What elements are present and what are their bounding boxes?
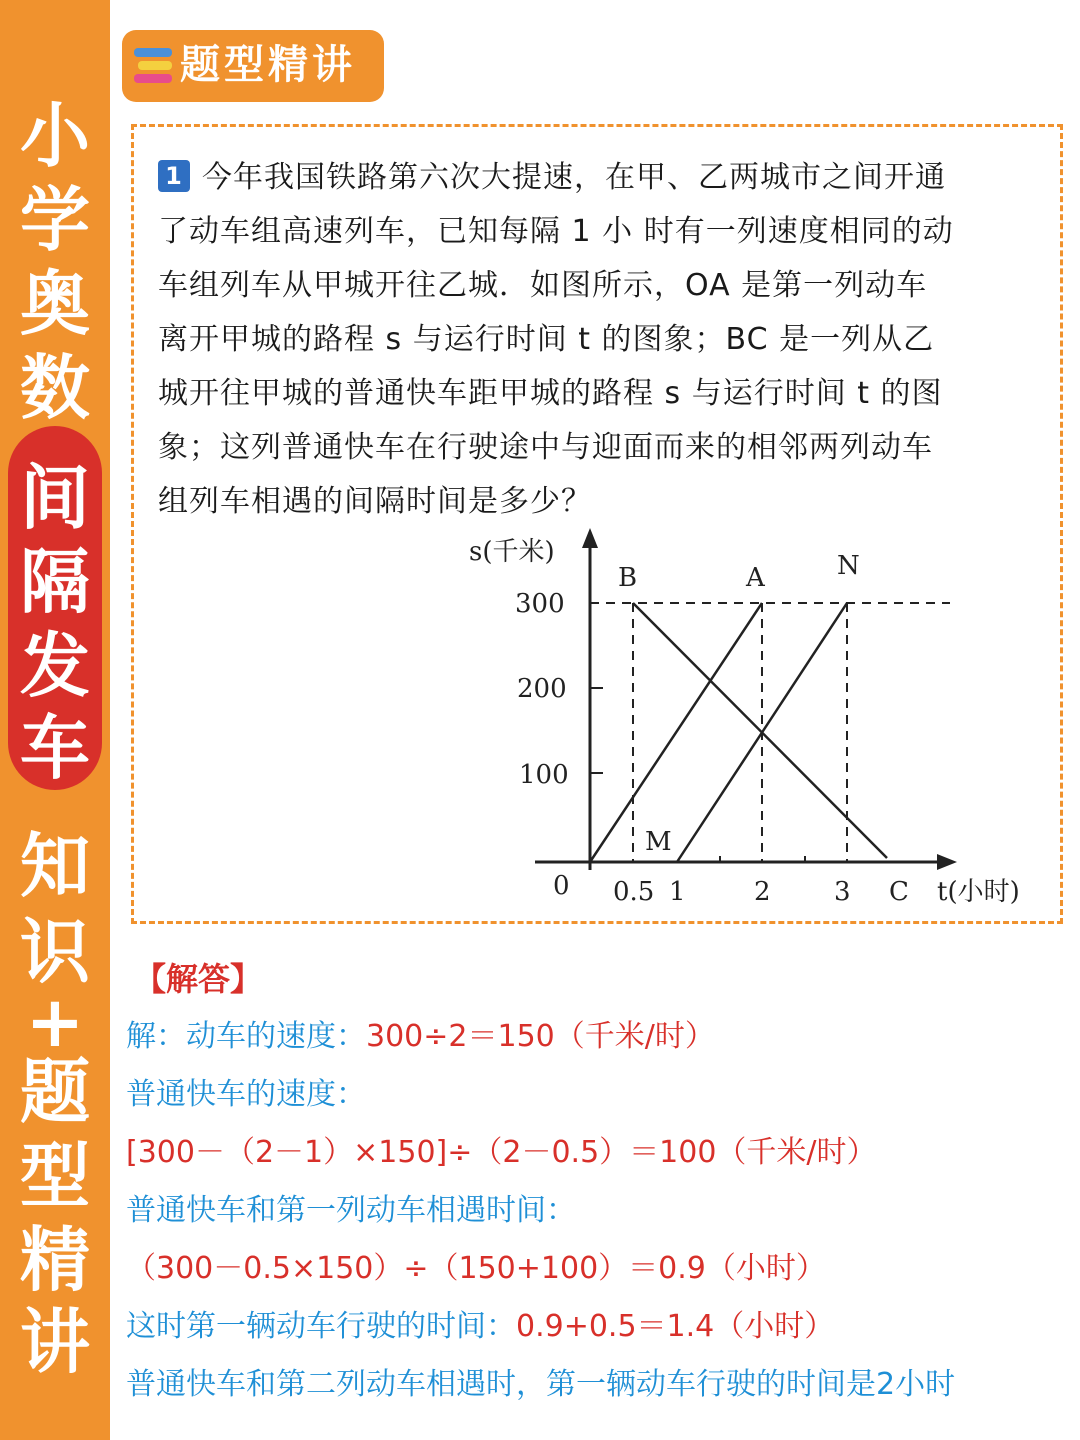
sidebar-subtitle-char: + [25,981,85,1063]
x-axis-label: t(小时) [937,877,1020,907]
x-tick-label: 0.5 [613,877,655,907]
sidebar-subtitle-char: 识 [20,911,90,993]
solution-line: [300－（2－1）×150]÷（2－0.5）＝100（千米/时） [126,1135,877,1170]
books-icon [134,48,174,84]
sidebar-highlight-char: 间 [20,457,90,539]
sidebar-highlight-char: 隔 [20,541,90,623]
y-tick-label: 200 [517,674,567,704]
solution-line: 解：动车的速度：300÷2＝150（千米/时） [126,1019,715,1054]
solution-line: 普通快车和第一列动车相遇时间： [126,1193,576,1228]
question-text [158,151,1046,529]
solution-line: 这时第一辆动车行驶的时间：0.9+0.5＝1.4（小时） [126,1309,835,1344]
sidebar-title-char: 小 [20,95,90,177]
line-oa [590,603,762,862]
y-tick-label: 100 [519,760,569,790]
x-axis-arrow [937,854,957,870]
y-axis-label: s(千米) [469,537,555,567]
origin-label: 0 [553,871,570,901]
x-tick-label: 2 [754,877,771,907]
sidebar-subtitle-char: 精 [20,1219,90,1301]
solution-line: 普通快车的速度： [126,1077,366,1112]
sidebar-highlight-char: 发 [20,625,90,707]
sidebar-subtitle-char: 型 [20,1135,90,1217]
solution-line: 普通快车和第二列动车相遇时，第一辆动车行驶的时间是2小时 [126,1367,956,1402]
question-line: 车组列车从甲城开往乙城．如图所示，OA 是第一列动车 [158,268,928,303]
point-label-a: A [746,563,765,593]
sidebar-title-char: 学 [20,179,90,261]
section-badge [122,30,384,102]
solution-line: （300－0.5×150）÷（150+100）＝0.9（小时） [126,1251,826,1286]
sidebar-subtitle-char: 题 [20,1051,90,1133]
section-title: 题型精讲 [180,42,356,88]
y-tick-label: 300 [515,589,565,619]
question-line: 象；这列普通快车在行驶途中与迎面而来的相邻两列动车 [158,430,933,465]
sidebar-subtitle-char: 讲 [20,1301,90,1383]
question-line: 组列车相遇的间隔时间是多少？ [158,484,592,519]
sidebar-highlight-char: 车 [20,707,90,789]
distance-time-graph [455,520,1055,920]
line-bc [633,603,887,858]
sidebar-title-char: 奥 [20,263,90,345]
question-line: 1 今年我国铁路第六次大提速，在甲、乙两城市之间开通 [158,151,1046,205]
point-label-m: M [645,827,672,857]
sidebar-title-char: 数 [20,347,90,429]
question-line: 了动车组高速列车，已知每隔 1 小 时有一列速度相同的动 [158,214,954,249]
solution-section [126,950,1066,1414]
x-tick-label: 1 [669,877,686,907]
sidebar-subtitle-char: 知 [20,825,90,907]
x-tick-label: C [889,877,909,907]
sidebar-banner [0,0,110,1440]
solution-heading: 【解答】 [134,960,263,998]
question-line: 城开往甲城的普通快车距甲城的路程 s 与运行时间 t 的图 [158,376,943,411]
y-axis-arrow [582,528,598,548]
point-label-b: B [618,563,638,593]
question-number: 1 [158,160,190,192]
x-tick-label: 3 [834,877,851,907]
question-line: 离开甲城的路程 s 与运行时间 t 的图象；BC 是一列从乙 [158,322,935,357]
point-label-n: N [837,551,860,581]
